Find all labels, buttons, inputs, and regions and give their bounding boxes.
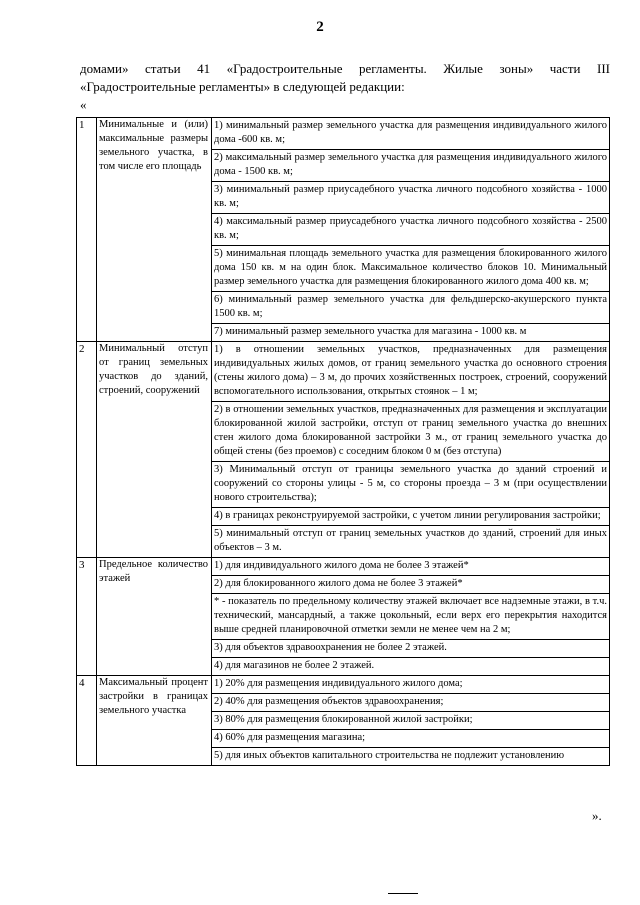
value-item: 3) Минимальный отступ от границы земельного участка до зданий строений и сооружений со стороны улицы - 5 м, со стороны проезда – 3 м (при осуществлении нового строительства);	[212, 461, 609, 507]
value-item: 4) 60% для размещения магазина;	[212, 729, 609, 747]
table-row	[77, 118, 610, 342]
intro-line-2: «Градостроительные регламенты» в следующей редакции:	[80, 79, 405, 94]
parameter-name: Минимальный отступ от границ земельных участков до зданий, строений, сооружений	[97, 342, 212, 558]
parameter-values	[212, 558, 610, 676]
value-item: 5) минимальная площадь земельного участка для размещения блокированного жилого дома 150 кв. м на один блок. Максимальное количество блоков 10. Минимальный размер земельного участка для размещения блокированного жилого дома 400 кв. м;	[212, 245, 609, 291]
value-item: 3) для объектов здравоохранения не более 2 этажей.	[212, 639, 609, 657]
value-item: 1) минимальный размер земельного участка для размещения индивидуального жилого дома -600 кв. м;	[214, 120, 607, 145]
value-item: 4) максимальный размер приусадебного участка личного подсобного хозяйства - 2500 кв. м;	[212, 213, 609, 245]
regulations-table	[76, 117, 610, 766]
parameter-name: Максимальный процент застройки в границах земельного участка	[97, 676, 212, 766]
parameter-values	[212, 676, 610, 766]
value-item: 2) в отношении земельных участков, предназначенных для размещения и эксплуатации блокированной жилой застройки, отступ от границ земельного участка до внешних стен жилого дома блокированной застройки 3 м., от границ земельного участка до общей стены (без проемов) с соседним блоком 0 м (без отступа)	[212, 401, 609, 461]
footer-rule	[388, 893, 418, 894]
value-item: 3) минимальный размер приусадебного участка личного подсобного хозяйства - 1000 кв. м;	[212, 181, 609, 213]
table-row	[77, 558, 610, 676]
table-row	[77, 342, 610, 558]
value-item: 5) для иных объектов капитального строительства не подлежит установлению	[212, 747, 609, 765]
value-item: 3) 80% для размещения блокированной жилой застройки;	[212, 711, 609, 729]
value-item: 2) 40% для размещения объектов здравоохранения;	[212, 693, 609, 711]
parameter-values	[212, 342, 610, 558]
parameter-values	[212, 118, 610, 342]
table-row	[77, 676, 610, 766]
value-item: 5) минимальный отступ от границ земельных участков до зданий, строений для иных объектов – 3 м.	[212, 525, 609, 557]
value-item: 1) 20% для размещения индивидуального жилого дома;	[214, 678, 463, 689]
value-item: 1) для индивидуального жилого дома не более 3 этажей*	[214, 560, 469, 571]
value-item: 6) минимальный размер земельного участка для фельдшерско-акушерского пункта 1500 кв. м;	[212, 291, 609, 323]
opening-quote: «	[80, 97, 87, 112]
value-item: 4) для магазинов не более 2 этажей.	[212, 657, 609, 675]
row-number: 4	[77, 676, 97, 766]
row-number: 1	[77, 118, 97, 342]
row-number: 3	[77, 558, 97, 676]
value-item: * - показатель по предельному количеству этажей включает все надземные этажи, в т.ч. технический, мансардный, а также цокольный, если верх его перекрытия находится выше средней планировочной отметки земли не менее чем на 2 м;	[212, 593, 609, 639]
value-item: 7) минимальный размер земельного участка для магазина - 1000 кв. м	[212, 323, 609, 341]
row-number: 2	[77, 342, 97, 558]
value-item: 2) для блокированного жилого дома не более 3 этажей*	[212, 575, 609, 593]
parameter-name: Минимальные и (или) максимальные размеры земельного участка, в том числе его площадь	[97, 118, 212, 342]
intro-line-1: домами» статьи 41 «Градостроительные регламенты. Жилые зоны» части III	[80, 61, 610, 76]
closing-quote: ».	[592, 808, 602, 823]
value-item: 4) в границах реконструируемой застройки, с учетом линии регулирования застройки;	[212, 507, 609, 525]
value-item: 2) максимальный размер земельного участка для размещения индивидуального жилого дома - 1500 кв. м;	[212, 149, 609, 181]
page-number: 2	[316, 19, 324, 35]
parameter-name: Предельное количество этажей	[97, 558, 212, 676]
value-item: 1) в отношении земельных участков, предназначенных для размещения индивидуальных жилых домов, от границ земельного участка до основного строения (стены жилого дома) – 3 м, до прочих хозяйственных построек, строений, сооружений вспомогательного использования, открытых стоянок – 1 м;	[214, 344, 607, 397]
